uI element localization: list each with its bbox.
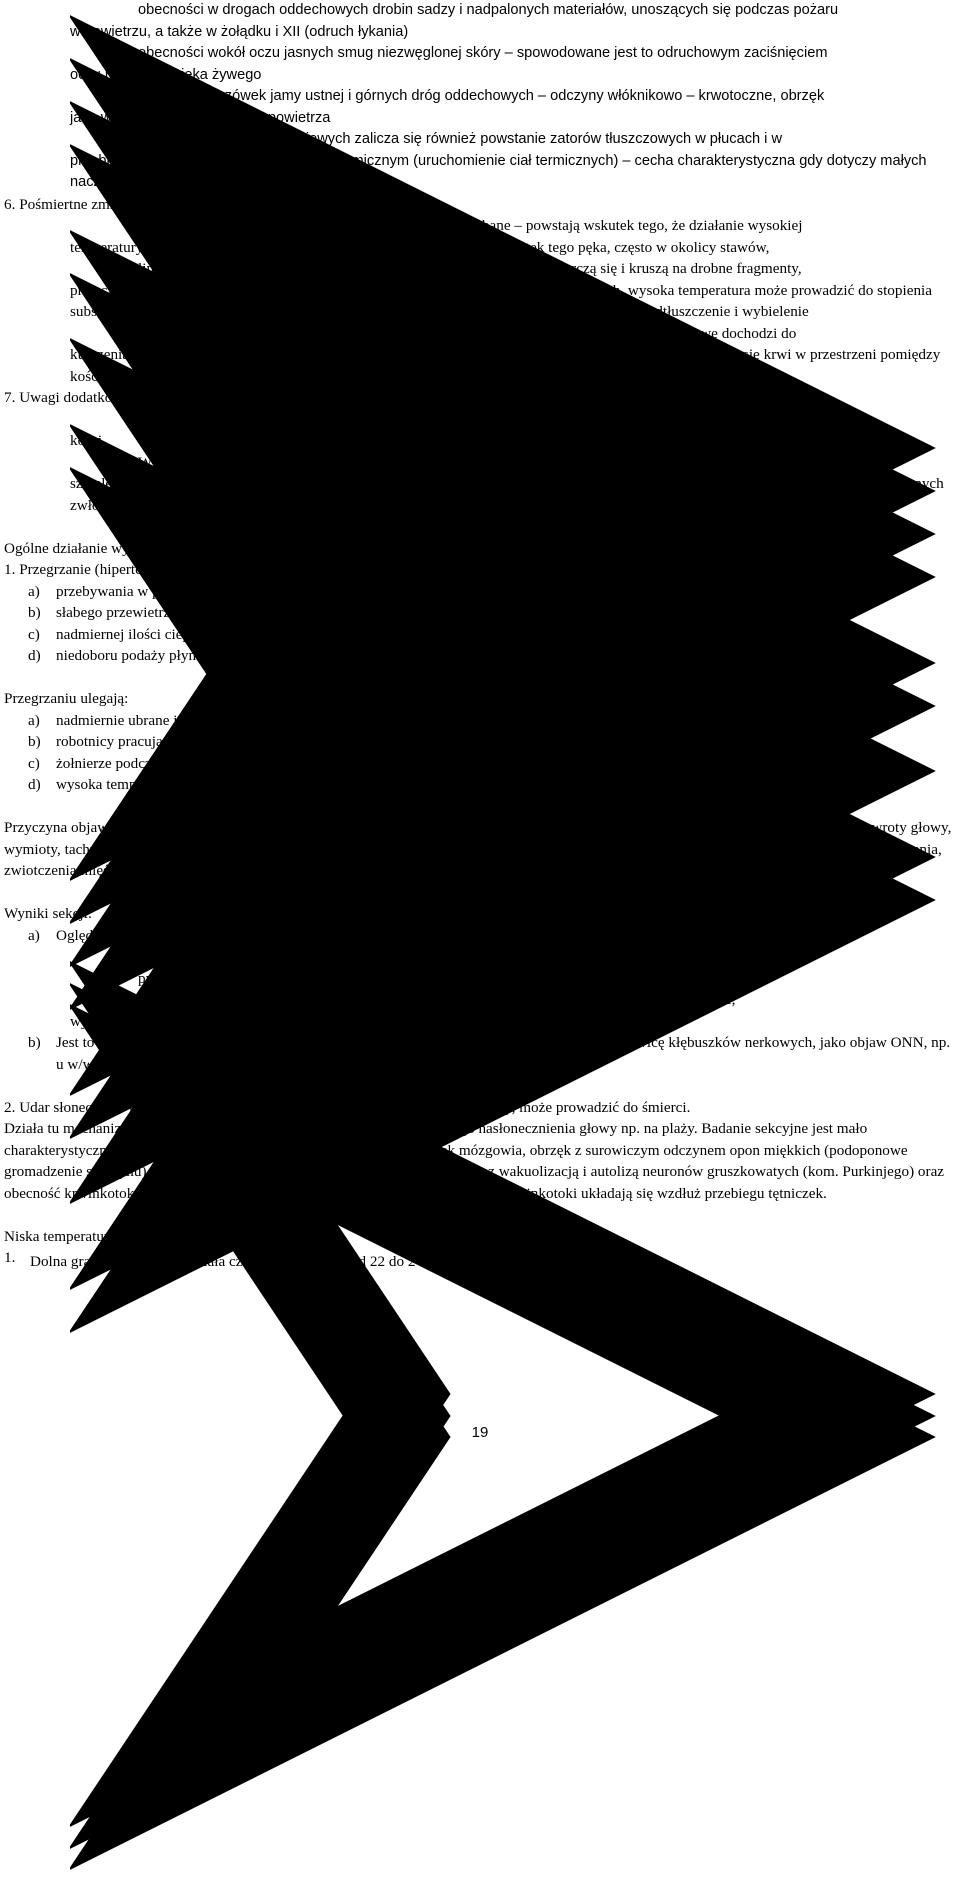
- item-label: b): [28, 604, 41, 621]
- item-label: b): [28, 733, 41, 750]
- bullet-first-line: obecności wokół oczu jasnych smug niezwęglonej skóry – spowodowane jest to odruchowym zaciśnięciem: [138, 45, 828, 61]
- sub-bullet-first-line: cechy śmierci nagłej (płynną krew, przekrwienie narządów wewnętrznych, obfite plamy opadowe,: [138, 991, 736, 1008]
- item-text: nadmiernie ubrane i okryte niemowlęta, trzymane w ciepłych i źle przewietrzanych pomieszczeniach,: [56, 711, 674, 729]
- bullet-item: [0, 409, 960, 452]
- bullet-item: [0, 0, 960, 43]
- sub-bullet-continuation: wybroczyny krwawe podsurowicówkowe, cechy obrzęku mózgu i płuc): [70, 1012, 507, 1030]
- item-text: Jest to śmierć czynnościowa, wyjątkowo można stwierdzić w badaniu histopatologicznym martwicę kłębuszków nerkowych, jako objaw ONN, np. u w/w żołnierzy.: [56, 1034, 951, 1073]
- lettered-item: [0, 645, 960, 667]
- item-label: 1.: [4, 1249, 16, 1266]
- item-tail: .: [434, 1253, 439, 1271]
- bullet-item: [0, 258, 960, 323]
- item-label: c): [28, 754, 40, 772]
- item-text: Dolna granica temperatury ciała człowieka waha się od 22 do 24: [30, 1253, 424, 1271]
- superscript: oC: [423, 1252, 435, 1263]
- bullet-continuation: temperatury powoduje kurczenie się (później zwęglenie) skóry, która wskutek tego pęka, często w okolicy stawów,: [70, 238, 770, 256]
- paragraph: 1. Przegrzanie (hipertermia), udar cieplny – dochodzi do niego wskutek:: [4, 561, 444, 578]
- lettered-item: [0, 581, 960, 603]
- paragraph: 2. Udar słoneczny – przejaw ogólnego szkodliwego działania wysokiej temperatury, może prowadzić do śmierci.: [4, 1098, 691, 1116]
- bullet-first-line: rzekomy krwiak nadtwardówkowy (pseudohematoma) – wskutek działania płomienia na głowę dochodzi do: [138, 324, 797, 342]
- lettered-item: [0, 753, 960, 775]
- paragraph: Wyniki sekcji:: [4, 905, 93, 922]
- sub-bullet-text: przy nadmiernym nasłonecznieniu zmiany skórne na odsłoniętych częściach ciała,: [138, 969, 638, 987]
- item-text: nadmiernej ilości ciepłej odzieży,: [56, 625, 260, 643]
- bullet-item: [0, 43, 960, 86]
- paragraph: [0, 817, 960, 882]
- sub-bullet-item: [0, 968, 960, 990]
- item-label: a): [28, 711, 40, 729]
- item-label: a): [28, 926, 40, 944]
- bullet-first-line: W następstwie działania wysokiej temperatury i płomienia następuje silne, pośmiertne skurczenie się mięśni: [138, 453, 797, 471]
- item-text: robotnicy pracujący w wysokich temperaturach, przy niedostatecznej podaży płynów (huty, kopalnie),: [56, 733, 678, 750]
- item-label: b): [28, 1034, 41, 1051]
- item-text: przebywania w podwyższonej temperaturze otoczenia,: [56, 582, 388, 600]
- item-text: Oględziny zwłok w krótki czas po śmierci mogą wykazać:: [56, 926, 412, 944]
- up-arrow-icon: [143, 840, 157, 856]
- lettered-item: [0, 1032, 960, 1075]
- paragraph: Przegrzaniu ulegają:: [4, 690, 129, 707]
- bullet-first-line: linijne pęknięcia skóry, przypominające rany cięte lub rąbane – powstają wskutek tego, że działanie wysokiej: [138, 217, 803, 234]
- lettered-item: [0, 731, 960, 753]
- sub-bullet-item: [0, 946, 960, 968]
- paragraph: 7. Uwagi dodatkowe:: [4, 389, 135, 406]
- bullet-continuation: w powietrzu, a także w żołądku i XII (odruch łykania): [70, 23, 409, 40]
- item-text: wysoka temperatura otoczenia (upał) i obniżone ciśnienie atmosferyczne (okluzja).: [56, 776, 561, 793]
- bullet-continuation: szkieletowych. W większym stopniu dotyczy to zginaczy (mają większą masę od prostowników), co prowadzi do typowego ułożenia spalonych zwłok w pozycji kolankowo-łokciowej (tzw. „pozycja bokserska”).: [70, 475, 944, 514]
- item-label: d): [28, 647, 41, 664]
- bullet-continuation: jako wynik działania gorącego powietrza: [70, 109, 331, 126]
- bullet-continuation: kurczenia się tkanek miękkich i przemieszczania się płynów, głównie krwi, może to powodować gromadzenie się krwi w przestrzeni pomiędzy kością a oponą twardą; krwiak taki zawiera domieszki tłuszczu i ma wygląd tłustej, malinowo-czerwonej galarety: [70, 346, 941, 385]
- bullet-first-line: obecności w drogach oddechowych drobin sadzy i nadpalonych materiałów, unoszących się podczas pożaru: [138, 2, 839, 18]
- lettered-item: [0, 774, 960, 796]
- bullet-continuation: przebiegu agonii spowodowanej urazem termicznym (uruchomienie ciał termicznych) – cecha charakterystyczna gdy dotyczy małych naczyń włosowatych: [70, 152, 927, 190]
- lettered-item: [0, 602, 960, 624]
- bullet-item: [0, 129, 960, 194]
- numbered-item: [0, 1247, 960, 1273]
- lettered-item: [0, 624, 960, 646]
- item-label: d): [28, 776, 41, 793]
- item-text: słabego przewietrzania pomieszczenia,: [56, 604, 293, 621]
- bullet-first-line: oparzeniu śluzówek jamy ustnej i górnych dróg oddechowych – odczyny włóknikowo – krwotoczne, obrzęk: [138, 88, 825, 104]
- item-label: a): [28, 582, 40, 600]
- bullet-item: [0, 215, 960, 258]
- bullet-first-line: linijne pęknięcia kości: wskutek płomienia kości szybko wysychają, kurczą się i kruszą na drobne fragmenty,: [138, 260, 802, 277]
- bullet-continuation: oczu przez człowieka żywego: [70, 66, 262, 83]
- paragraph: Ogólne działanie wysokiej temperatury:: [4, 539, 248, 557]
- paragraph-text: Przyczyna objawów jest zaburzenie bilansu elektrolitów, spowodowane głównie utrata NaCl. Mogą pojawić się objawy prodromalne: bóle i zawroty głowy, wymioty, tachykardia,: [4, 819, 952, 858]
- paragraph-text: RR, pobudzenie psychoruchowe, drgawki, objawy halucynozy. W niektórych przypadkach dochodzi do niewydolności krążenia, zwiotczenia mięśni, zapaści naczyniowej i zgonu (udar cieplny).: [4, 840, 942, 879]
- lettered-item: [0, 925, 960, 947]
- paragraph: Działa tu mechanizm podrażnienia opon mózgowych w wyniku nadmiernego nasłonecznienia głowy np. na plaży. Badanie sekcyjne jest mało charakterystyczne: przekrwienie skóry twarzy, silne przekrwienie i obrzęk mózgowia, obrzęk z surowiczym odczynem opon miękkich (podoponowe gromadzenie się płynu). Charakterystyczny obraz histopatologiczny mózgowia z wakuolizacją i autolizą neuronów gruszkowatych (kom. Purkinjego) oraz obecność krwinkotoków okołonaczyniowych w mózgowiu i rdzeniu kręgowym – krwinkotoki układają się wzdłuż przebiegu tętniczek.: [4, 1120, 945, 1202]
- item-text: niedoboru podaży płynów z deficytem składników mineralnych.: [56, 647, 447, 664]
- bullet-item: [0, 86, 960, 129]
- page-number: 19: [471, 1424, 489, 1441]
- bullet-item: [0, 323, 960, 388]
- sub-bullet-text: podwyższoną ciepłotę ciała, zawilgocenie skóry i odzieży,: [138, 948, 493, 965]
- item-label: c): [28, 625, 40, 643]
- bullet-continuation: kości.: [70, 432, 106, 449]
- bullet-first-line: do mechanizmów przeżyciowych zalicza się również powstanie zatorów tłuszczowych w płucach i w: [138, 131, 782, 147]
- bullet-continuation: przy czym może dojść do powstania licznych pęknięć, zwłaszcza w obrębie kości płaskich, wysoka temperatura może prowadzić do stopienia substancji kostnej i wytworzenia tzw. pereł kostnych, w kościach płaskich można obserwować odtłuszczenie i wybielenie: [70, 281, 932, 320]
- bullet-item: [0, 452, 960, 517]
- sub-bullet-item: [0, 989, 960, 1032]
- paragraph: Niska temperatura:: [4, 1227, 120, 1245]
- item-text: żołnierze podczas ćwiczeń w pełnym rynsztunku,: [56, 754, 358, 772]
- bullet-first-line: Badanie płuc na obecność zatorów tłuszczowych może być pomocne w ustalenie przyżyciowości uszkodzeń: [138, 410, 797, 428]
- lettered-item: [0, 710, 960, 732]
- paragraph: 6. Pośmiertne zmiany urazowe:: [4, 195, 196, 213]
